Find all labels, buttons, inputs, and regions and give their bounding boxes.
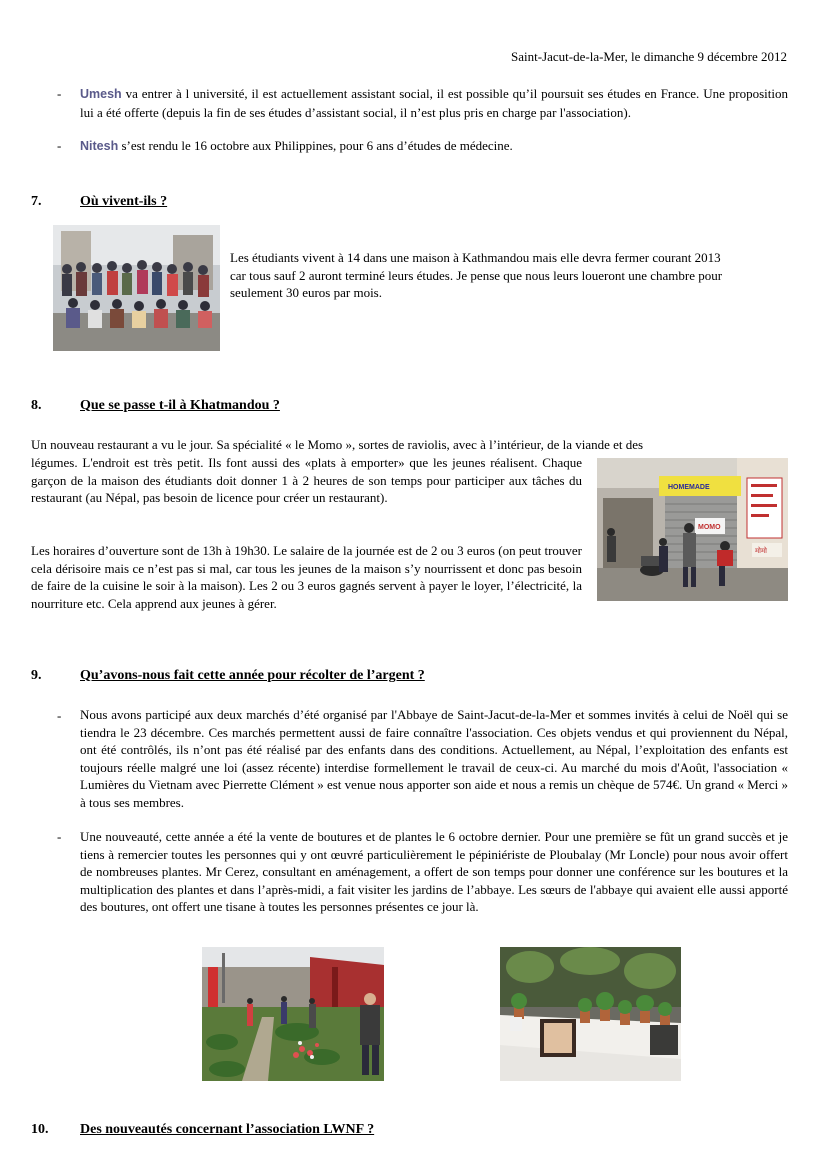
momo-restaurant-photo	[597, 458, 788, 601]
student-name: Nitesh	[80, 139, 119, 153]
shop-sign-homemade: HOMEMADE	[668, 484, 710, 491]
bullet: -	[57, 829, 62, 844]
plant-sale-garden-photo	[202, 947, 384, 1081]
section-9-number: 9.	[31, 668, 42, 683]
section-7-title: Où vivent-ils ?	[80, 194, 168, 209]
section-8-para2: Les horaires d’ouverture sont de 13h à 19h30. Le salaire de la journée est de 2 ou 3 euros (on peut trouver cela dérisoire mais ce n’est pas si mal, car tous les jeunes de la maison s’y nourrissent et donc pas besoin de faire de la cuisine le soir à la maison). Les 2 ou 3 euros gagnés servent à payer le loyer, l’électricité, la nourriture etc. Cela apprend aux jeunes à gérer.	[31, 543, 582, 611]
shop-sign-nepali: मोमो	[755, 547, 767, 555]
student-text: va entrer à l université, il est actuellement assistant social, il est possible qu’il poursuit ses études en France. Une proposition lui a été offerte (depuis la fin de ses études d’assistant social, il n’est plus pris en charge par l'association).	[80, 86, 788, 120]
bullet: -	[57, 138, 62, 153]
student-item-nitesh	[80, 137, 788, 156]
shop-sign-momo: MOMO	[698, 524, 721, 531]
section-7-number: 7.	[31, 194, 42, 209]
section-9-item-markets: Nous avons participé aux deux marchés d’été organisé par l'Abbaye de Saint-Jacut-de-la-Mer et sommes invités à celui de Noël qui se tiendra le 23 décembre. Ces marchés permettent aussi de faire connaître l'association. Ces objets vendus et qui proviennent du Népal, ont été contrôlés, ils n’ont pas été réalisé par des enfants dans des conditions. Actuellement, au Népal, l’exploitation des enfants est toujours réelle malgré une loi (assez récente) interdise formellement le travail de ceux-ci. Au marché du mois d'Août, l'association « Lumières du Vietnam avec Pierrette Clément » est venue nous apporter son aide et nous a remis un chèque de 574€. Un grand « Merci » à tous ses membres.	[80, 707, 788, 810]
students-group-photo	[53, 225, 220, 351]
section-8-number: 8.	[31, 398, 42, 413]
section-10-title: Des nouveautés concernant l’association LWNF ?	[80, 1122, 375, 1137]
section-9-title: Qu’avons-nous fait cette année pour récolter de l’argent ?	[80, 668, 425, 683]
student-name: Umesh	[80, 87, 122, 101]
bullet: -	[57, 708, 62, 723]
section-10-number: 10.	[31, 1122, 49, 1137]
section-9-item-plants: Une nouveauté, cette année a été la vente de boutures et de plantes le 6 octobre dernier. Pour une première se fût un grand succès et je tiens à remercier toutes les personnes qui y ont œuvré particulièrement le pépiniériste de Ploubalay (Mr Loncle) pour nous avoir offert de nombreuses plantes. Mr Cerez, consultant en aménagement, a offert de son temps pour donner une conférence sur les boutures et la multiplication des plantes et dans l’après-midi, a fait visiter les jardins de l’abbaye. Les sœurs de l'abbaye qui avaient elle aussi apporté des boutures, ont offert une tisane à toutes les personnes présentes ce jour là.	[80, 829, 788, 914]
student-text: s’est rendu le 16 octobre aux Philippines, pour 6 ans d’études de médecine.	[118, 138, 513, 153]
section-8-para1-first-line: Un nouveau restaurant a vu le jour. Sa spécialité « le Momo », sortes de raviolis, avec à l’intérieur, de la viande et des	[31, 437, 644, 452]
student-item-umesh	[80, 85, 788, 121]
header-place-date: Saint-Jacut-de-la-Mer, le dimanche 9 décembre 2012	[511, 49, 787, 64]
plant-cuttings-table-photo	[500, 947, 681, 1081]
section-8-title: Que se passe t-il à Khatmandou ?	[80, 398, 280, 413]
bullet: -	[57, 86, 62, 101]
section-7-text: Les étudiants vivent à 14 dans une maison à Kathmandou mais elle devra fermer courant 2013 car tous sauf 2 auront terminé leurs études. Je pense que nous leurs loueront une chambre pour seulement 30 euros par mois.	[230, 250, 723, 300]
section-8-para1: légumes. L'endroit est très petit. Ils font aussi des «plats à emporter» que les jeunes réalisent. Chaque garçon de la maison des étudiants doit donner 1 à 2 heures de son temps pour participer aux tâches du restaurant (au Népal, pas besoin de licence pour créer un restaurant).	[31, 455, 582, 505]
